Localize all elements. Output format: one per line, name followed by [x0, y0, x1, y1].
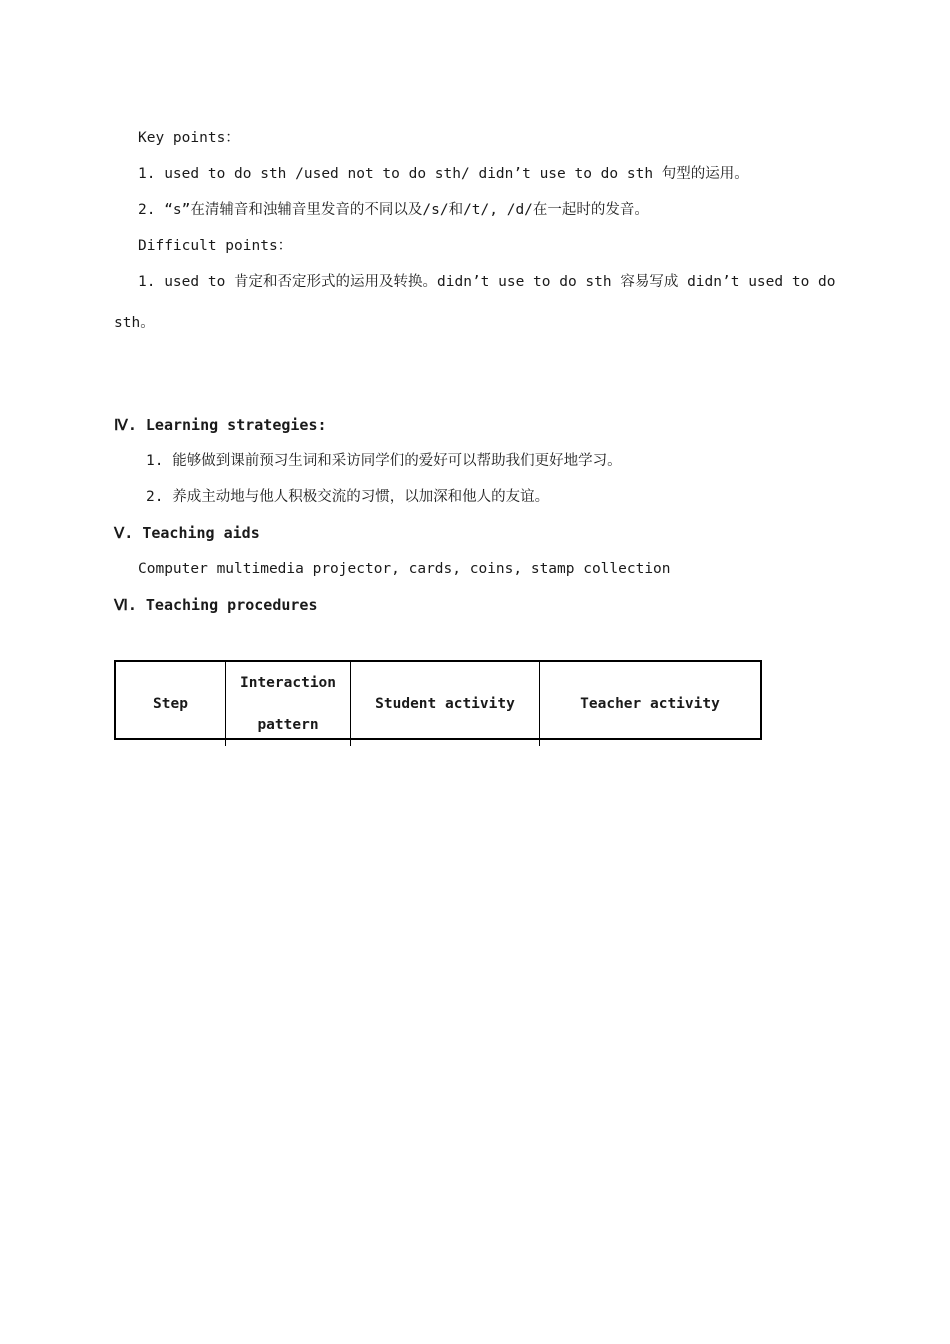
- table-header-student-label: Student activity: [375, 696, 515, 712]
- learning-strategy-item-2: 2. 养成主动地与他人积极交流的习惯，以加深和他人的友谊。: [146, 489, 550, 505]
- table-header-interaction-label-line1: Interaction: [239, 675, 337, 691]
- table-header-interaction-label-line2: pattern: [257, 717, 319, 733]
- teaching-aids-heading: Ⅴ. Teaching aids: [114, 524, 260, 542]
- difficult-points-title: Difficult points：: [138, 238, 293, 254]
- table-header-teacher-label: Teacher activity: [580, 696, 720, 712]
- table-header-interaction-pattern: [226, 662, 351, 746]
- table-header-student-activity: [351, 662, 540, 746]
- teaching-aids-text: Computer multimedia projector, cards, coins, stamp collection: [138, 561, 671, 577]
- learning-strategies-heading: Ⅳ. Learning strategies:: [114, 416, 327, 434]
- table-header-teacher-activity: [540, 662, 760, 746]
- table-header-step-label: Step: [153, 696, 188, 712]
- key-point-item-2: 2. “s”在清辅音和浊辅音里发音的不同以及/s/和/t/, /d/在一起时的发音。: [138, 202, 649, 218]
- table-header-step: [116, 662, 226, 746]
- teaching-procedures-table: [114, 660, 762, 740]
- key-points-title: Key points：: [138, 130, 240, 146]
- difficult-point-item-1-line2: sth。: [114, 315, 155, 331]
- teaching-procedures-heading: Ⅵ. Teaching procedures: [114, 596, 318, 614]
- learning-strategy-item-1: 1. 能够做到课前预习生词和采访同学们的爱好可以帮助我们更好地学习。: [146, 453, 622, 469]
- key-point-item-1: 1. used to do sth /used not to do sth/ didn’t use to do sth 句型的运用。: [138, 166, 749, 182]
- difficult-point-item-1-line1: 1. used to 肯定和否定形式的运用及转换。didn’t use to do sth 容易写成 didn’t used to do: [138, 274, 836, 290]
